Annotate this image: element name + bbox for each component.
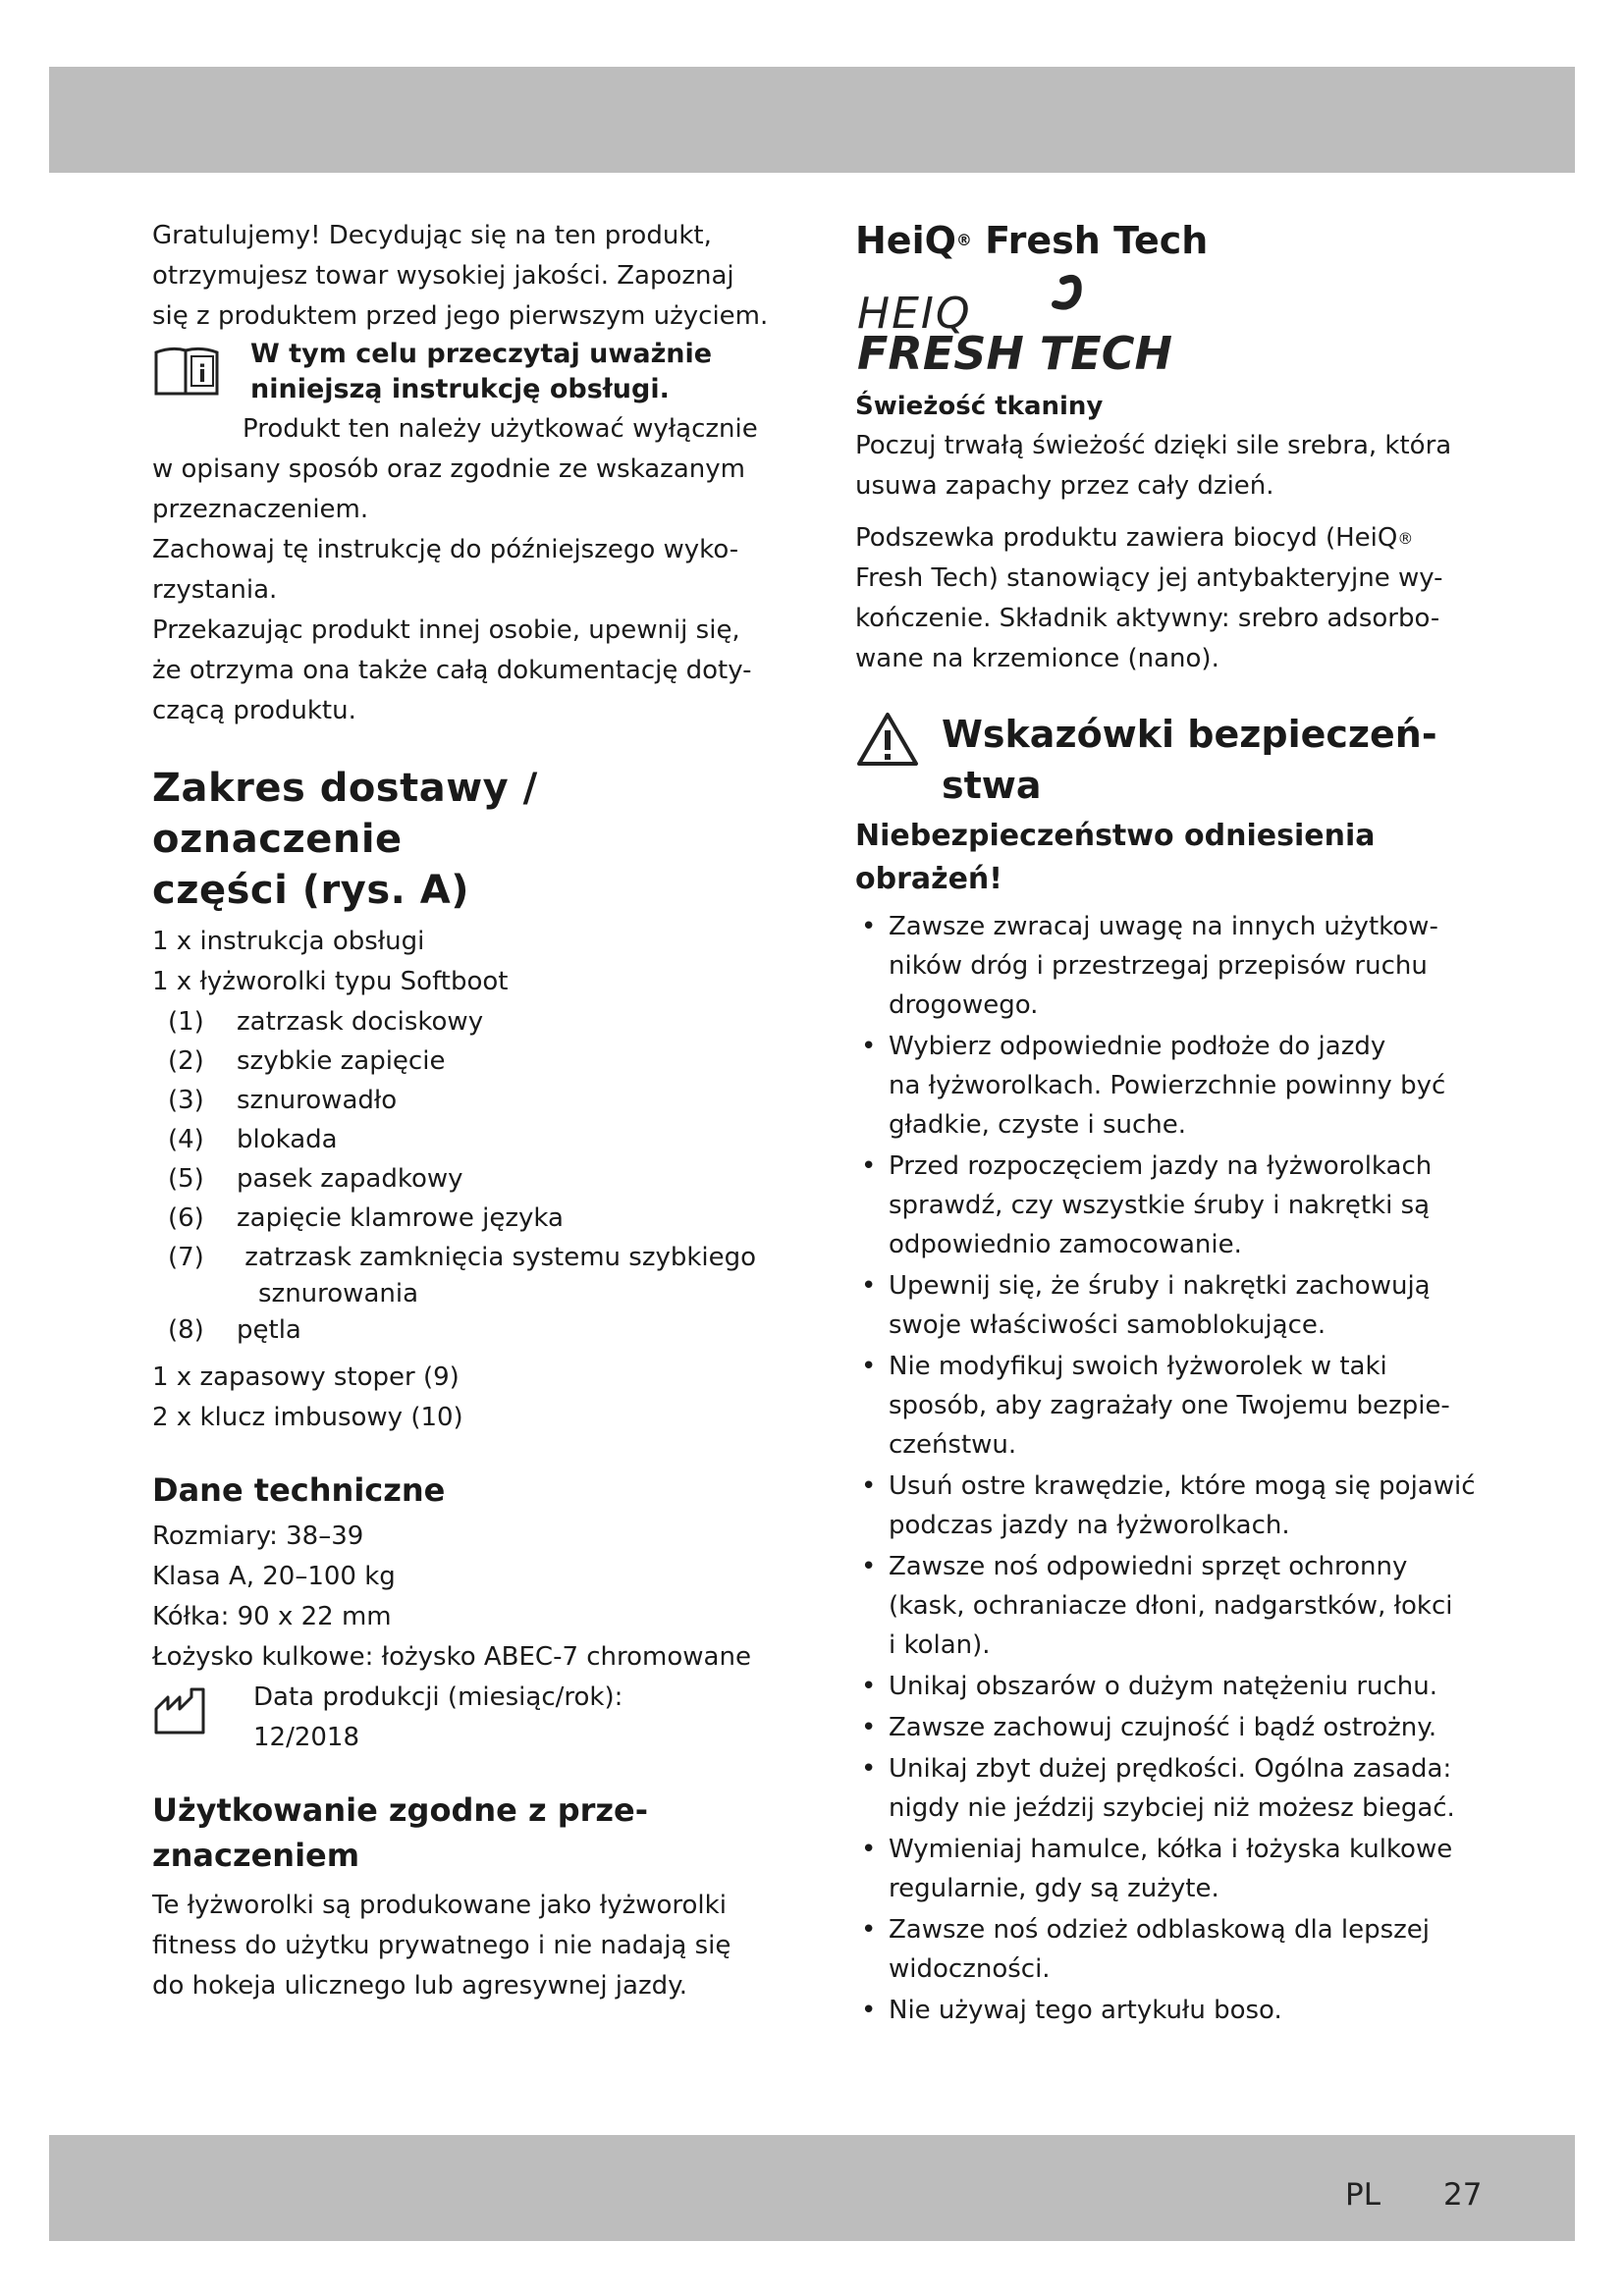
safety-bullet-line: sprawdź, czy wszystkie śruby i nakrętki są [889, 1191, 1431, 1220]
parts-list [152, 1002, 781, 1350]
lining-line [855, 518, 1503, 559]
svg-text:i: i [197, 360, 207, 388]
safety-bullet-list [855, 907, 1503, 2030]
safety-bullet-line: ników dróg i przestrzegaj przepisów ruchu [889, 951, 1428, 981]
part-number: (5) [168, 1164, 204, 1194]
part-number: (7) [168, 1243, 204, 1272]
intended-use-line: Te łyżworolki są produkowane jako łyżworolki [152, 1891, 727, 1920]
safety-bullet-line: • Upewnij się, że śruby i nakrętki zachowują [889, 1271, 1431, 1301]
footer-language: PL [1345, 2177, 1380, 2213]
safety-bullet-line: • Wybierz odpowiednie podłoże do jazdy [889, 1032, 1386, 1061]
safety-bullet-line: • Zawsze noś odpowiedni sprzęt ochronny [889, 1552, 1408, 1581]
production-date-label: Data produkcji (miesiąc/rok): [253, 1682, 623, 1712]
safety-bullet-item [855, 1991, 1503, 2030]
intro-text [152, 216, 781, 337]
intended-use-line: fitness do użytku prywatnego i nie nadają się [152, 1931, 731, 1960]
safety-heading: stwa [942, 764, 1042, 807]
safety-bullet-line: swoje właściwości samoblokujące. [889, 1310, 1326, 1340]
intro-line: otrzymujesz towar wysokiej jakości. Zapoznaj [152, 261, 734, 291]
part-label: pętla [237, 1315, 301, 1345]
scope-item: 1 x instrukcja obsługi [152, 927, 425, 956]
part-item [152, 1238, 781, 1277]
usage-line: Produkt ten należy użytkować wyłącznie [243, 414, 758, 444]
part-number: (2) [168, 1046, 204, 1076]
part-number: (4) [168, 1125, 204, 1154]
extra-item: 1 x zapasowy stoper (9) [152, 1362, 460, 1392]
danger-heading: Niebezpieczeństwo odniesienia [855, 819, 1376, 853]
note-bold-line: W tym celu przeczytaj uważnie [250, 339, 713, 369]
lining-line-text: Podszewka produktu zawiera biocyd (HeiQ [855, 523, 1398, 553]
safety-bullet-item [855, 1547, 1503, 1665]
footer-page-number: 27 [1443, 2177, 1483, 2213]
part-item [152, 1199, 781, 1238]
part-item [152, 1081, 781, 1120]
part-item [152, 1159, 781, 1199]
tech-line: Rozmiary: 38–39 [152, 1522, 364, 1551]
part-number: (1) [168, 1007, 204, 1037]
safety-bullet-line: (kask, ochraniacze dłoni, nadgarstków, łokci [889, 1591, 1453, 1621]
part-label: szybkie zapięcie [237, 1046, 446, 1076]
safety-bullet-line: • Zawsze zwracaj uwagę na innych użytkow- [889, 912, 1438, 941]
safety-bullet-line: widoczności. [889, 1954, 1051, 1984]
part-item [152, 1002, 781, 1041]
safety-bullet-line: podczas jazdy na łyżworolkach. [889, 1511, 1290, 1540]
tech-line: Klasa A, 20–100 kg [152, 1562, 396, 1591]
usage-line: Przekazując produkt innej osobie, upewnij się, [152, 615, 740, 645]
heiq-heading-rest: Fresh Tech [971, 219, 1209, 262]
scope-heading: Zakres dostawy / oznaczenie [152, 766, 538, 862]
safety-bullet-item [855, 1830, 1503, 1908]
safety-bullet-item [855, 1667, 1503, 1706]
part-item [152, 1041, 781, 1081]
production-date-value: 12/2018 [253, 1723, 360, 1752]
heiq-heading-brand: HeiQ [855, 219, 956, 262]
usage-line: Zachowaj tę instrukcję do późniejszego wyko- [152, 535, 739, 564]
safety-bullet-line: nigdy nie jeździj szybciej niż możesz biegać. [889, 1793, 1455, 1823]
intended-use-heading: znaczeniem [152, 1837, 360, 1874]
warning-triangle-icon [855, 711, 920, 768]
manual-info-icon [152, 343, 223, 401]
usage-line: przeznaczeniem. [152, 495, 369, 524]
safety-bullet-line: • Zawsze zachowuj czujność i bądź ostrożny. [889, 1713, 1437, 1742]
safety-bullet-line: • Wymieniaj hamulce, kółka i łożyska kulkowe [889, 1835, 1453, 1864]
right-column [855, 216, 1503, 2032]
safety-bullet-line: • Unikaj obszarów o dużym natężeniu ruchu. [889, 1672, 1437, 1701]
note-bold-line: niniejszą instrukcję obsługi. [250, 374, 670, 404]
part-label: sznurowadło [237, 1086, 398, 1115]
safety-bullet-item [855, 1266, 1503, 1345]
safety-bullet-item [855, 1749, 1503, 1828]
safety-bullet-line: drogowego. [889, 990, 1039, 1020]
tech-line: Łożysko kulkowe: łożysko ABEC-7 chromowane [152, 1642, 751, 1672]
part-number: (3) [168, 1086, 204, 1115]
heiq-fresh-tech-logo [855, 271, 1248, 379]
factory-date-icon [152, 1683, 221, 1738]
part-label: zatrzask dociskowy [237, 1007, 484, 1037]
logo-swirl-icon [1056, 279, 1078, 306]
safety-bullet-item [855, 1147, 1503, 1264]
usage-line: czącą produktu. [152, 696, 356, 725]
read-manual-note [152, 337, 781, 407]
logo-heiq-text: HEIQ [857, 289, 972, 339]
safety-bullet-line: • Nie używaj tego artykułu boso. [889, 1996, 1282, 2025]
tech-heading: Dane techniczne [152, 1471, 446, 1509]
tech-line: Kółka: 90 x 22 mm [152, 1602, 392, 1631]
safety-bullet-line: • Usuń ostre krawędzie, które mogą się pojawić [889, 1471, 1476, 1501]
usage-line: w opisany sposób oraz zgodnie ze wskazanym [152, 454, 745, 484]
safety-bullet-line: • Unikaj zbyt dużej prędkości. Ogólna zasada: [889, 1754, 1452, 1784]
usage-line: że otrzyma ona także całą dokumentację doty- [152, 656, 752, 685]
lining-line: kończenie. Składnik aktywny: srebro adsorbo- [855, 604, 1440, 633]
safety-bullet-item [855, 1467, 1503, 1545]
production-date [152, 1678, 781, 1758]
safety-bullet-line: odpowiednio zamocowanie. [889, 1230, 1242, 1259]
safety-bullet-item [855, 1708, 1503, 1747]
safety-bullet-line: na łyżworolkach. Powierzchnie powinny być [889, 1071, 1446, 1100]
safety-bullet-item [855, 1347, 1503, 1465]
lining-line: wane na krzemionce (nano). [855, 644, 1219, 673]
part-label: zapięcie klamrowe języka [237, 1203, 564, 1233]
extra-item: 2 x klucz imbusowy (10) [152, 1403, 463, 1432]
intended-use-heading: Użytkowanie zgodne z prze- [152, 1791, 649, 1829]
safety-bullet-line: sposób, aby zagrażały one Twojemu bezpie- [889, 1391, 1450, 1420]
fresh-subheading: Świeżość tkaniny [855, 392, 1104, 421]
safety-heading: Wskazówki bezpieczeń- [942, 713, 1437, 756]
safety-bullet-line: • Zawsze noś odzież odblaskową dla lepszej [889, 1915, 1431, 1945]
lining-line: Fresh Tech) stanowiący jej antybakteryjne wy- [855, 563, 1443, 593]
part-label: zatrzask zamknięcia systemu szybkiego [237, 1243, 757, 1272]
part-item [152, 1310, 781, 1350]
left-column [152, 216, 781, 2006]
registered-mark: ® [1397, 529, 1414, 548]
heiq-heading [855, 216, 1503, 265]
intended-use-line: do hokeja ulicznego lub agresywnej jazdy. [152, 1971, 688, 2001]
safety-bullet-line: i kolan). [889, 1630, 991, 1660]
scope-heading: części (rys. A) [152, 868, 470, 913]
safety-heading-block [855, 709, 1503, 811]
part-number: (8) [168, 1315, 204, 1345]
safety-bullet-line: • Przed rozpoczęciem jazdy na łyżworolkach [889, 1151, 1433, 1181]
safety-bullet-line: czeństwu. [889, 1430, 1017, 1460]
safety-bullet-item [855, 1027, 1503, 1145]
safety-bullet-line: • Nie modyfikuj swoich łyżworolek w taki [889, 1352, 1387, 1381]
registered-mark: ® [955, 231, 972, 249]
safety-bullet-item [855, 1910, 1503, 1989]
header-bar [49, 67, 1575, 173]
usage-text [152, 409, 781, 731]
fresh-line: Poczuj trwałą świeżość dzięki sile srebra, która [855, 431, 1452, 460]
usage-line: rzystania. [152, 575, 278, 605]
part-label: pasek zapadkowy [237, 1164, 463, 1194]
intro-line: się z produktem przed jego pierwszym użyciem. [152, 301, 769, 331]
part-number: (6) [168, 1203, 204, 1233]
safety-bullet-item [855, 907, 1503, 1025]
safety-bullet-line: gładkie, czyste i suche. [889, 1110, 1187, 1140]
intro-line: Gratulujemy! Decydując się na ten produkt, [152, 221, 712, 250]
part-item [152, 1120, 781, 1159]
part-label-continuation: sznurowania [258, 1279, 419, 1308]
danger-heading: obrażeń! [855, 862, 1002, 896]
logo-fresh-tech-text: FRESH TECH [857, 327, 1172, 379]
scope-item: 1 x łyżworolki typu Softboot [152, 967, 509, 996]
fresh-line: usuwa zapachy przez cały dzień. [855, 471, 1274, 501]
part-label: blokada [237, 1125, 338, 1154]
safety-bullet-line: regularnie, gdy są zużyte. [889, 1874, 1219, 1903]
